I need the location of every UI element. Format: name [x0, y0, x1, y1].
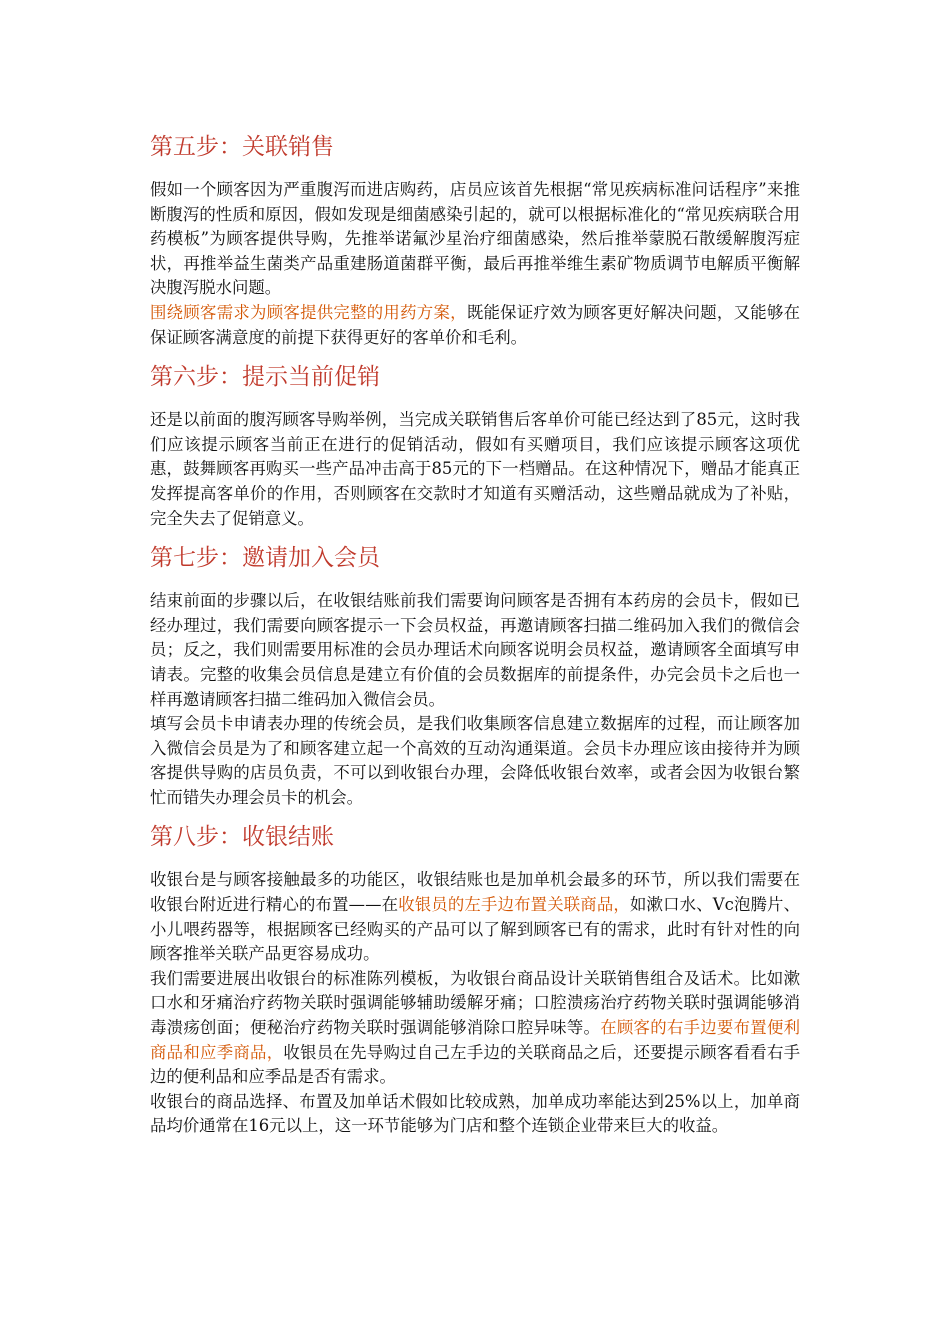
section-step7	[150, 539, 800, 810]
paragraph-text: 我们需要进展出收银台的标准陈列模板，为收银台商品设计关联销售组合及话术。比如漱口水和牙痛治疗药物关联时强调能够辅助缓解牙痛；口腔溃疡治疗药物关联时强调能够消毒溃疡创面；便秘治疗药物关联时强调能够消除口腔异味等。	[150, 968, 800, 1038]
highlight-text: 围绕顾客需求为顾客提供完整的用药方案，	[150, 302, 467, 322]
heading-step6: 第六步：提示当前促销	[150, 364, 380, 391]
paragraph: 收银台的商品选择、布置及加单话术假如比较成熟，加单成功率能达到25%以上，加单商品均价通常在16元以上，这一环节能够为门店和整个连锁企业带来巨大的收益。	[150, 1091, 800, 1136]
section-step8	[150, 818, 800, 1139]
section-step5	[150, 128, 800, 350]
paragraph	[150, 301, 800, 350]
paragraph	[150, 967, 800, 1090]
paragraph-text: 如漱口水、Vc泡腾片、小儿喂药器等，根据顾客已经购买的产品可以了解到顾客已有的需求，此时有针对性的向顾客推举关联产品更容易成功。	[150, 895, 801, 964]
heading-step7: 第七步：邀请加入会员	[150, 545, 380, 572]
paragraph-text: 收银台是与顾客接触最多的功能区，收银结账也是加单机会最多的环节，所以我们需要在收银台附近进行精心的布置——在	[150, 870, 800, 915]
heading-step5: 第五步：关联销售	[150, 134, 334, 160]
paragraph	[150, 868, 800, 966]
paragraph: 结束前面的步骤以后，在收银结账前我们需要询问顾客是否拥有本药房的会员卡，假如已经办理过，我们需要向顾客提示一下会员权益，再邀请顾客扫描二维码加入我们的微信会员；反之，我们则需要用标准的会员办理话术向顾客说明会员权益，邀请顾客全面填写申请表。完整的收集会员信息是建立有价值的会员数据库的前提条件，办完会员卡之后也一样再邀请顾客扫描二维码加入微信会员。	[150, 591, 800, 709]
paragraph: 填写会员卡申请表办理的传统会员，是我们收集顾客信息建立数据库的过程，而让顾客加入微信会员是为了和顾客建立起一个高效的互动沟通渠道。会员卡办理应该由接待并为顾客提供导购的店员负责，不可以到收银台办理，会降低收银台效率，或者会因为收银台繁忙而错失办理会员卡的机会。	[150, 714, 800, 807]
heading-step8: 第八步：收银结账	[150, 824, 334, 851]
highlight-text: 在顾客的右手边要布置便利商品和应季商品，	[150, 1018, 801, 1062]
highlight-text: 收银员的左手边布置关联商品，	[398, 895, 630, 915]
paragraph-text: 收银员在先导购过自己左手边的关联商品之后，还要提示顾客看看右手边的便利品和应季品是否有需求。	[150, 1042, 801, 1087]
document-page	[150, 128, 800, 1147]
section-step6	[150, 358, 800, 531]
paragraph-text: 既能保证疗效为顾客更好解决问题，又能够在保证顾客满意度的前提下获得更好的客单价和毛利。	[150, 302, 801, 347]
paragraph: 还是以前面的腹泻顾客导购举例，当完成关联销售后客单价可能已经达到了85元，这时我们应该提示顾客当前正在进行的促销活动，假如有买赠项目，我们应该提示顾客这项优惠，鼓舞顾客再购买一些产品冲击高于85元的下一档赠品。在这种情况下，赠品才能真正发挥提高客单价的作用，否则顾客在交款时才知道有买赠活动，这些赠品就成为了补贴，完全失去了促销意义。	[150, 410, 800, 528]
paragraph: 假如一个顾客因为严重腹泻而进店购药，店员应该首先根据“常见疾病标准问话程序”来推断腹泻的性质和原因，假如发现是细菌感染引起的，就可以根据标准化的“常见疾病联合用药模板”为顾客提供导购，先推举诺氟沙星治疗细菌感染，然后推举蒙脱石散缓解腹泻症状，再推举益生菌类产品重建肠道菌群平衡，最后再推举维生素矿物质调节电解质平衡解决腹泻脱水问题。	[150, 180, 800, 298]
